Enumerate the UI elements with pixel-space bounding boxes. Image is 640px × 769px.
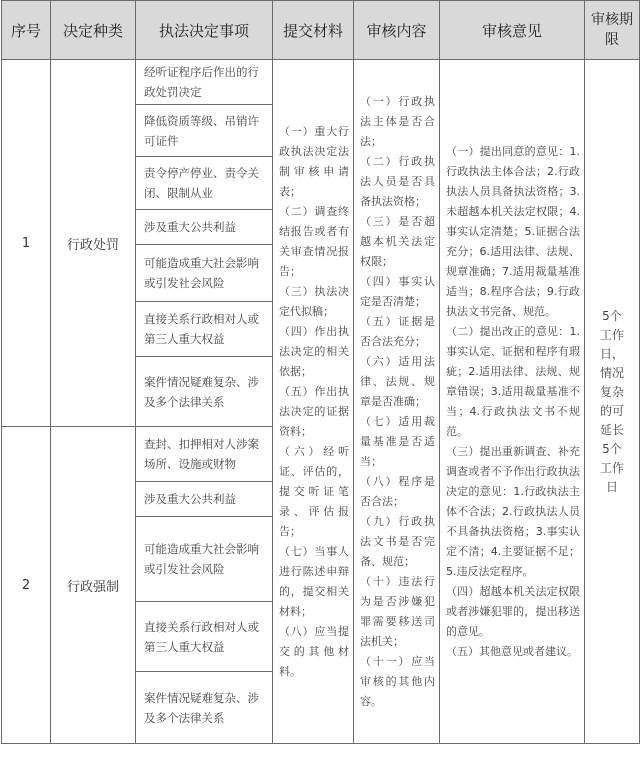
row-type: 行政强制	[51, 427, 136, 744]
matter-item: 可能造成重大社会影响或引发社会风险	[136, 245, 273, 302]
matter-item: 涉及重大公共利益	[136, 482, 273, 517]
materials-item: （三）执法决定代拟稿；	[279, 284, 349, 318]
content-item: （十）违法行为是否涉嫌犯罪需要移送司法机关；	[360, 574, 435, 648]
opinion-item: （四）超越本机关法定权限或者涉嫌犯罪的，提出移送的意见。	[446, 584, 580, 638]
table-row	[2, 60, 640, 105]
matter-item: 责令停产停业、责令关闭、限制从业	[136, 157, 273, 210]
opinion-item: （二）提出改正的意见：1.事实认定、证据和程序有瑕疵；2.适用法律、法规、规章错误；3.适用裁量基准不当；4.行政执法文书不规范。	[446, 324, 580, 438]
legal-review-table	[1, 0, 640, 744]
matter-item: 直接关系行政相对人或第三人重大权益	[136, 302, 273, 357]
content-item: （四）事实认定是否清楚；	[360, 274, 435, 308]
content-item: （一）行政执法主体是否合法；	[360, 94, 435, 148]
opinion-item: （五）其他意见或者建议。	[446, 644, 578, 658]
opinion-cell	[440, 60, 585, 744]
content-item: （九）行政执法文书是否完备、规范；	[360, 514, 435, 568]
content-item: （六）适用法律、法规、规章是否准确；	[360, 354, 435, 408]
header-materials: 提交材料	[273, 1, 354, 60]
materials-cell	[273, 60, 354, 744]
content-item: （三）是否超越本机关法定权限；	[360, 214, 435, 268]
materials-item: （一）重大行政执法决定法制审核申请表；	[279, 124, 349, 198]
content-item: （八）程序是否合法；	[360, 474, 435, 508]
header-period: 审核期限	[585, 1, 640, 60]
materials-item: （五）作出执法决定的证据资料；	[279, 384, 349, 438]
matter-item: 查封、扣押相对人涉案场所、设施或财物	[136, 427, 273, 482]
opinion-item: （一）提出同意的意见：1.行政执法主体合法；2.行政执法人员具备执法资格；3.未超越本机关法定权限；4.事实认定清楚；5.证据合法充分；6.适用法律、法规、规章准确；7.适用裁量基准适当；8.程序合法；9.行政执法文书完备、规范。	[446, 144, 580, 318]
content-item: （二）行政执法人员是否具备执法资格；	[360, 154, 435, 208]
materials-item: （六）经听证、评估的，提交听证笔录、评估报告；	[279, 444, 349, 538]
matter-item: 经听证程序后作出的行政处罚决定	[136, 60, 273, 105]
matter-item: 可能造成重大社会影响或引发社会风险	[136, 517, 273, 602]
header-type: 决定种类	[51, 1, 136, 60]
row-type: 行政处罚	[51, 60, 136, 427]
header-row	[2, 1, 640, 60]
header-content: 审核内容	[354, 1, 440, 60]
period-cell: 5个工作日，情况复杂的可延长5个工作日	[585, 60, 640, 744]
header-opinion: 审核意见	[440, 1, 585, 60]
matter-item: 直接关系行政相对人或第三人重大权益	[136, 602, 273, 672]
content-item: （五）证据是否合法充分；	[360, 314, 435, 348]
header-seq: 序号	[2, 1, 51, 60]
materials-item: （八）应当提交的其他材料。	[279, 624, 349, 678]
header-matter: 执法决定事项	[136, 1, 273, 60]
matter-item: 案件情况疑难复杂、涉及多个法律关系	[136, 357, 273, 427]
content-item: （七）适用裁量基准是否适当；	[360, 414, 435, 468]
materials-item: （二）调查终结报告或者有关审查情况报告；	[279, 204, 349, 278]
row-seq: 1	[2, 60, 51, 427]
matter-item: 案件情况疑难复杂、涉及多个法律关系	[136, 672, 273, 744]
opinion-item: （三）提出重新调查、补充调查或者不予作出行政执法决定的意见：1.行政执法主体不合法；2.行政执法人员不具备执法资格；3.事实认定不清；4.主要证据不足；5.违反法定程序。	[446, 444, 580, 578]
row-seq: 2	[2, 427, 51, 744]
materials-item: （七）当事人进行陈述申辩的，提交相关材料；	[279, 544, 349, 618]
materials-item: （四）作出执法决定的相关依据；	[279, 324, 349, 378]
content-item: （十一）应当审核的其他内容。	[360, 654, 435, 708]
content-cell	[354, 60, 440, 744]
matter-item: 涉及重大公共利益	[136, 210, 273, 245]
matter-item: 降低资质等级、吊销许可证件	[136, 105, 273, 157]
